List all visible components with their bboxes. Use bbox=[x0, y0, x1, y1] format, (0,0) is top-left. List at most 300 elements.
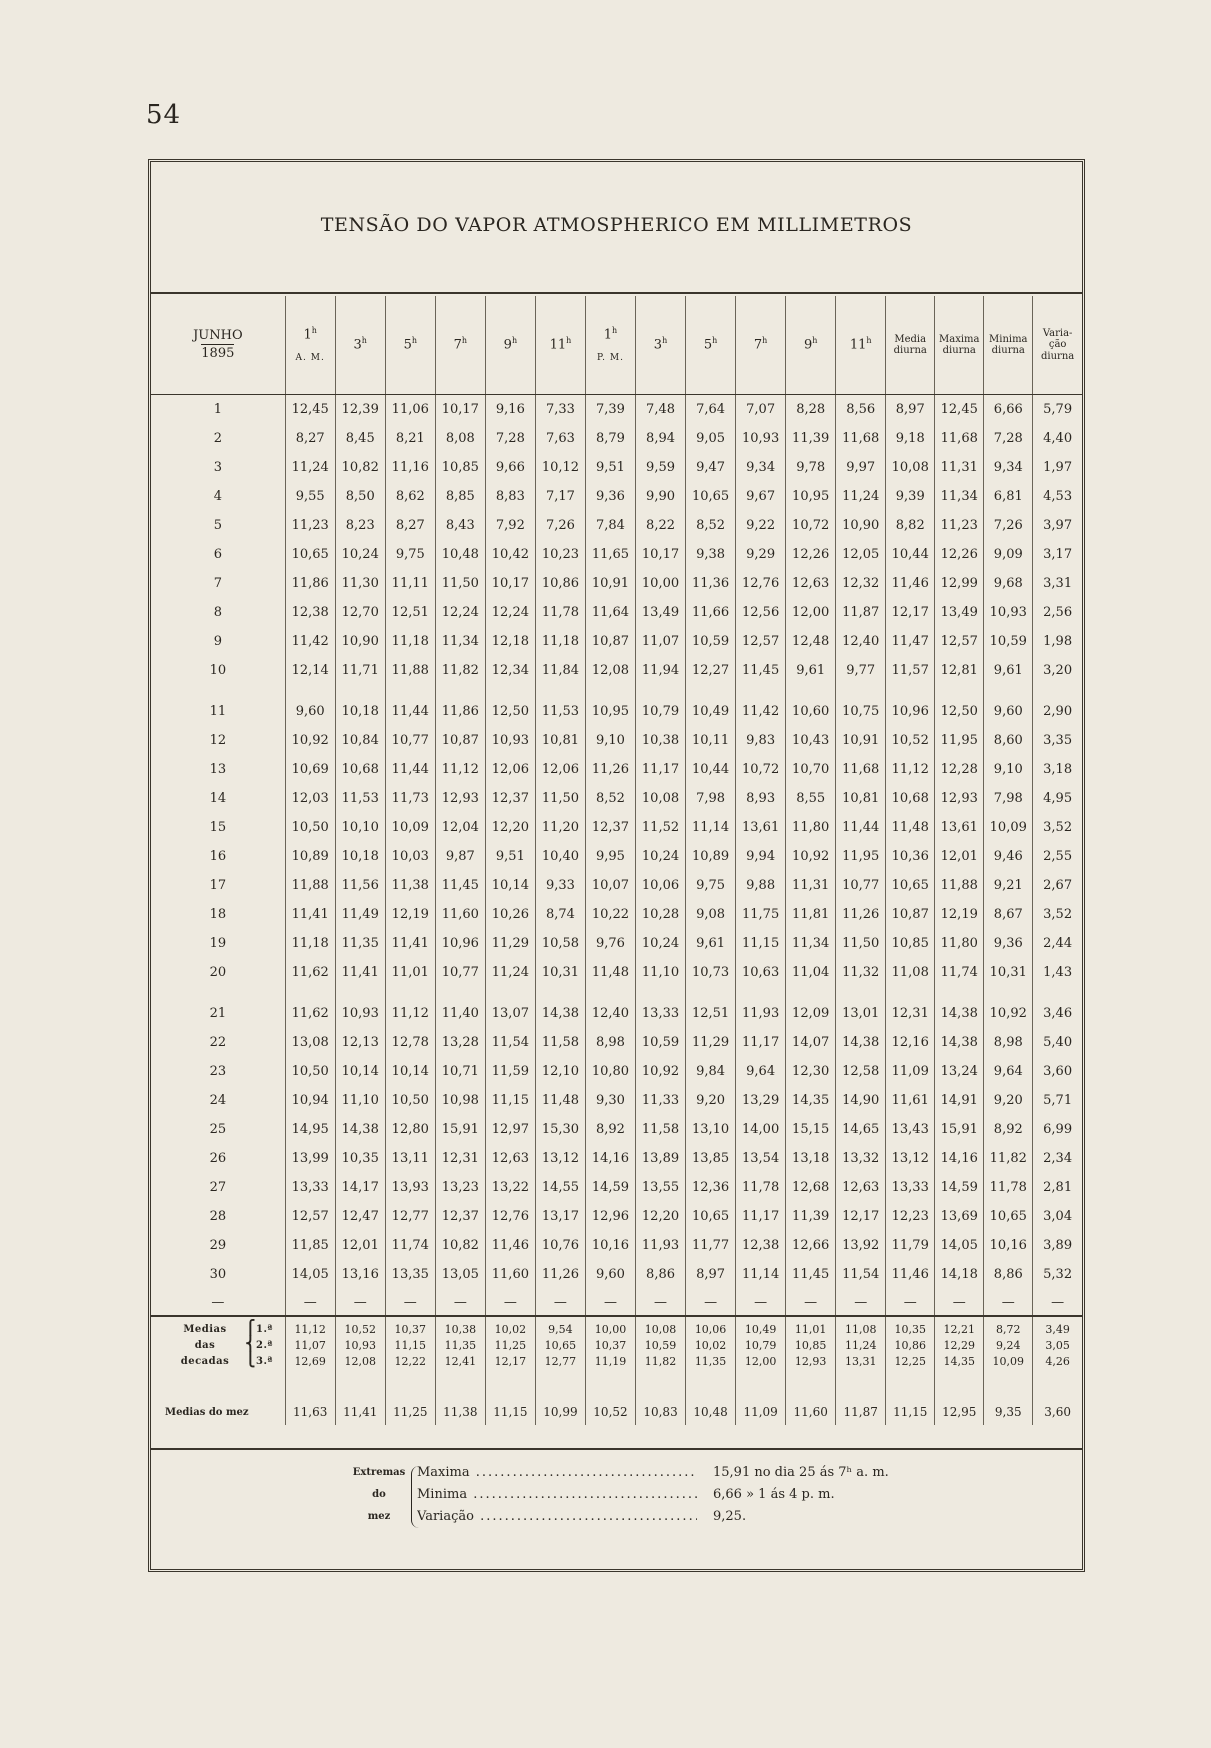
day-number: 15 bbox=[209, 820, 227, 835]
value-cell: 10,03 bbox=[385, 842, 435, 871]
value-cell: 11,48 bbox=[535, 1086, 585, 1115]
hour-header bbox=[585, 296, 635, 395]
value-cell: 11,86 bbox=[435, 697, 485, 726]
dash-cell: — bbox=[211, 1294, 225, 1310]
value-cell: 14,16 bbox=[585, 1144, 635, 1173]
gap-cell bbox=[385, 1369, 435, 1399]
value-cell: 12,40 bbox=[836, 627, 886, 656]
hour-suffix: h bbox=[612, 326, 618, 336]
value-cell: 10,89 bbox=[285, 842, 335, 871]
gap-cell bbox=[686, 1369, 736, 1399]
value-cell: 8,85 bbox=[435, 482, 485, 511]
value-cell: 2,81 bbox=[1033, 1173, 1082, 1202]
extremes-rows bbox=[417, 1462, 1017, 1528]
value-cell: 14,07 bbox=[786, 1028, 836, 1057]
value-cell: 11,36 bbox=[686, 569, 736, 598]
value-cell: 12,32 bbox=[836, 569, 886, 598]
value-cell: 7,28 bbox=[485, 424, 535, 453]
gap-cell bbox=[335, 685, 385, 697]
gap-cell bbox=[984, 987, 1033, 999]
value-cell: 2,67 bbox=[1033, 871, 1082, 900]
value-cell: 10,59 bbox=[984, 627, 1033, 656]
value-cell: 11,88 bbox=[385, 656, 435, 685]
value-cell: 9,64 bbox=[984, 1057, 1033, 1086]
value-cell: 8,82 bbox=[886, 511, 935, 540]
value-cell: 10,06 bbox=[636, 871, 686, 900]
value-cell: 12,66 bbox=[786, 1231, 836, 1260]
value-cell: 14,38 bbox=[335, 1115, 385, 1144]
value-cell: 11,41 bbox=[335, 958, 385, 987]
dash-cell: — bbox=[984, 1289, 1033, 1316]
value-cell: 11,26 bbox=[535, 1260, 585, 1289]
table-row bbox=[151, 813, 1082, 842]
dash-cell: — bbox=[886, 1289, 935, 1316]
value-cell: 10,93 bbox=[485, 726, 535, 755]
value-cell: 10,72 bbox=[736, 755, 786, 784]
value-cell: 5,79 bbox=[1033, 395, 1082, 425]
value-cell: 9,51 bbox=[585, 453, 635, 482]
value-cell: 12,04 bbox=[435, 813, 485, 842]
value-cell: 11,93 bbox=[636, 1231, 686, 1260]
value-cell: 8,98 bbox=[585, 1028, 635, 1057]
value-cell: 12,06 bbox=[485, 755, 535, 784]
stat-header-line: diurna bbox=[991, 345, 1025, 356]
extreme-name: Maxima ..... bbox=[417, 1462, 697, 1484]
value-cell: 12,17 bbox=[886, 598, 935, 627]
value-cell: 12,37 bbox=[485, 784, 535, 813]
gap-cell bbox=[736, 1369, 786, 1399]
value-cell: 9,90 bbox=[636, 482, 686, 511]
value-cell: 8,22 bbox=[636, 511, 686, 540]
value-cell: 12,03 bbox=[285, 784, 335, 813]
value-cell: 10,85 bbox=[435, 453, 485, 482]
value-cell: 10,92 bbox=[636, 1057, 686, 1086]
stat-header-line: diurna bbox=[942, 345, 976, 356]
summary-gap bbox=[151, 1369, 1082, 1399]
value-cell: 8,27 bbox=[385, 511, 435, 540]
value-cell: 12,25 bbox=[886, 1353, 935, 1369]
value-cell: 11,88 bbox=[935, 871, 984, 900]
value-cell: 11,82 bbox=[636, 1353, 686, 1369]
value-cell: 11,26 bbox=[585, 755, 635, 784]
value-cell: 12,22 bbox=[385, 1353, 435, 1369]
value-cell: 10,52 bbox=[585, 1399, 635, 1425]
page-title: TENSÃO DO VAPOR ATMOSPHERICO EM MILLIMETROS bbox=[320, 214, 913, 236]
value-cell: 10,87 bbox=[886, 900, 935, 929]
value-cell: 10,06 bbox=[686, 1321, 736, 1337]
hour-header bbox=[686, 296, 736, 395]
value-cell: 10,09 bbox=[385, 813, 435, 842]
value-cell: 13,12 bbox=[535, 1144, 585, 1173]
value-cell: 10,11 bbox=[686, 726, 736, 755]
hour-header bbox=[836, 296, 886, 395]
decade-number: 2.ª bbox=[256, 1340, 273, 1351]
value-cell: 9,05 bbox=[686, 424, 736, 453]
value-cell: 12,70 bbox=[335, 598, 385, 627]
gap-cell bbox=[485, 987, 535, 999]
value-cell: 13,11 bbox=[385, 1144, 435, 1173]
value-cell: 13,49 bbox=[636, 598, 686, 627]
gap-cell bbox=[585, 987, 635, 999]
value-cell: 8,23 bbox=[335, 511, 385, 540]
value-cell: 8,92 bbox=[984, 1115, 1033, 1144]
value-cell: 12,81 bbox=[935, 656, 984, 685]
value-cell: 12,96 bbox=[585, 1202, 635, 1231]
value-cell: 11,14 bbox=[736, 1260, 786, 1289]
value-cell: 10,93 bbox=[736, 424, 786, 453]
hour-header bbox=[736, 296, 786, 395]
value-cell: 13,33 bbox=[636, 999, 686, 1028]
value-cell: 8,45 bbox=[335, 424, 385, 453]
value-cell: 11,60 bbox=[786, 1399, 836, 1425]
day-number: 30 bbox=[209, 1267, 227, 1282]
value-cell: 9,84 bbox=[686, 1057, 736, 1086]
value-cell: 13,05 bbox=[435, 1260, 485, 1289]
value-cell: 11,87 bbox=[836, 598, 886, 627]
table-row bbox=[151, 1028, 1082, 1057]
value-cell: 11,20 bbox=[535, 813, 585, 842]
value-cell: 12,36 bbox=[686, 1173, 736, 1202]
value-cell: 9,36 bbox=[984, 929, 1033, 958]
value-cell: 13,22 bbox=[485, 1173, 535, 1202]
gap-cell bbox=[935, 685, 984, 697]
value-cell: 12,26 bbox=[935, 540, 984, 569]
value-cell: 10,65 bbox=[535, 1337, 585, 1353]
value-cell: 11,53 bbox=[335, 784, 385, 813]
gap-cell bbox=[151, 1369, 285, 1399]
table-row bbox=[151, 424, 1082, 453]
value-cell: 11,47 bbox=[886, 627, 935, 656]
value-cell: 5,40 bbox=[1033, 1028, 1082, 1057]
value-cell: 11,08 bbox=[886, 958, 935, 987]
hour-suffix: h bbox=[311, 326, 317, 336]
value-cell: 10,81 bbox=[836, 784, 886, 813]
value-cell: 11,46 bbox=[886, 1260, 935, 1289]
value-cell: 12,45 bbox=[285, 395, 335, 425]
value-cell: 11,50 bbox=[836, 929, 886, 958]
gap-cell bbox=[285, 987, 335, 999]
day-number: 14 bbox=[209, 791, 227, 806]
value-cell: 10,65 bbox=[285, 540, 335, 569]
value-cell: 10,49 bbox=[736, 1321, 786, 1337]
table-row bbox=[151, 627, 1082, 656]
gap-cell bbox=[151, 685, 285, 697]
decade-brace-icon: ⎨ bbox=[245, 1336, 256, 1352]
value-cell: 11,15 bbox=[385, 1337, 435, 1353]
value-cell: 10,71 bbox=[435, 1057, 485, 1086]
value-cell: 11,17 bbox=[736, 1202, 786, 1231]
value-cell: 9,54 bbox=[535, 1321, 585, 1337]
value-cell: 11,18 bbox=[535, 627, 585, 656]
value-cell: 14,59 bbox=[585, 1173, 635, 1202]
value-cell: 10,31 bbox=[535, 958, 585, 987]
value-cell: 11,58 bbox=[535, 1028, 585, 1057]
value-cell: 12,06 bbox=[535, 755, 585, 784]
stat-header-line: Media bbox=[894, 333, 927, 345]
month-header bbox=[151, 296, 285, 395]
value-cell: 10,38 bbox=[636, 726, 686, 755]
gap-cell bbox=[984, 685, 1033, 697]
table-row bbox=[151, 958, 1082, 987]
value-cell: 8,62 bbox=[385, 482, 435, 511]
value-cell: 3,52 bbox=[1033, 813, 1082, 842]
gap-cell bbox=[786, 1369, 836, 1399]
gap-cell bbox=[585, 685, 635, 697]
value-cell: 11,34 bbox=[935, 482, 984, 511]
value-cell: 3,18 bbox=[1033, 755, 1082, 784]
value-cell: 10,76 bbox=[535, 1231, 585, 1260]
value-cell: 10,24 bbox=[636, 929, 686, 958]
value-cell: 8,92 bbox=[585, 1115, 635, 1144]
value-cell: 10,99 bbox=[535, 1399, 585, 1425]
value-cell: 11,48 bbox=[585, 958, 635, 987]
value-cell: 12,17 bbox=[836, 1202, 886, 1231]
value-cell: 9,60 bbox=[984, 697, 1033, 726]
day-number: 22 bbox=[209, 1035, 227, 1050]
day-number: 10 bbox=[209, 663, 227, 678]
hour-number: 9 bbox=[503, 337, 512, 353]
value-cell: 12,31 bbox=[886, 999, 935, 1028]
value-cell: 7,92 bbox=[485, 511, 535, 540]
value-cell: 14,38 bbox=[836, 1028, 886, 1057]
day-number: 20 bbox=[209, 965, 227, 980]
value-cell: 10,17 bbox=[435, 395, 485, 425]
value-cell: 10,36 bbox=[886, 842, 935, 871]
value-cell: 12,37 bbox=[435, 1202, 485, 1231]
value-cell: 13,29 bbox=[736, 1086, 786, 1115]
value-cell: 12,56 bbox=[736, 598, 786, 627]
hour-header bbox=[285, 296, 335, 395]
value-cell: 10,31 bbox=[984, 958, 1033, 987]
value-cell: 9,21 bbox=[984, 871, 1033, 900]
value-cell: 11,15 bbox=[485, 1086, 535, 1115]
value-cell: 11,49 bbox=[335, 900, 385, 929]
gap-cell bbox=[535, 1369, 585, 1399]
value-cell: 9,95 bbox=[585, 842, 635, 871]
table-row bbox=[151, 453, 1082, 482]
hour-suffix: h bbox=[461, 336, 468, 346]
value-cell: 11,94 bbox=[636, 656, 686, 685]
decade-number: 3.ª bbox=[256, 1356, 273, 1367]
value-cell: 13,31 bbox=[836, 1353, 886, 1369]
table-row bbox=[151, 540, 1082, 569]
value-cell: 12,97 bbox=[485, 1115, 535, 1144]
month-mean-row bbox=[151, 1399, 1082, 1425]
stat-header bbox=[984, 296, 1033, 395]
value-cell: 13,89 bbox=[636, 1144, 686, 1173]
value-cell: 11,57 bbox=[886, 656, 935, 685]
value-cell: 3,31 bbox=[1033, 569, 1082, 598]
table-row bbox=[151, 900, 1082, 929]
gap-cell bbox=[485, 1369, 535, 1399]
value-cell: 14,05 bbox=[935, 1231, 984, 1260]
table-row bbox=[151, 598, 1082, 627]
gap-cell bbox=[435, 987, 485, 999]
value-cell: 10,93 bbox=[335, 1337, 385, 1353]
value-cell: 11,61 bbox=[886, 1086, 935, 1115]
value-cell: 10,00 bbox=[636, 569, 686, 598]
gap-cell bbox=[686, 987, 736, 999]
value-cell: 12,26 bbox=[786, 540, 836, 569]
value-cell: 11,54 bbox=[485, 1028, 535, 1057]
day-number: 25 bbox=[209, 1122, 227, 1137]
value-cell: 12,57 bbox=[285, 1202, 335, 1231]
value-cell: 10,92 bbox=[786, 842, 836, 871]
value-cell: 12,63 bbox=[836, 1173, 886, 1202]
value-cell: 11,95 bbox=[935, 726, 984, 755]
day-number: 5 bbox=[213, 518, 222, 533]
value-cell: 12,57 bbox=[736, 627, 786, 656]
dash-cell: — bbox=[385, 1289, 435, 1316]
value-cell: 11,06 bbox=[385, 395, 435, 425]
value-cell: 12,41 bbox=[435, 1353, 485, 1369]
day-number: 23 bbox=[209, 1064, 227, 1079]
value-cell: 11,23 bbox=[285, 511, 335, 540]
gap-cell bbox=[886, 685, 935, 697]
value-cell: 12,01 bbox=[935, 842, 984, 871]
stat-header-line: Varia- bbox=[1042, 327, 1073, 339]
value-cell: 10,90 bbox=[836, 511, 886, 540]
value-cell: 9,75 bbox=[385, 540, 435, 569]
value-cell: 10,68 bbox=[335, 755, 385, 784]
value-cell: 12,63 bbox=[485, 1144, 535, 1173]
value-cell: 10,50 bbox=[285, 1057, 335, 1086]
value-cell: 13,33 bbox=[285, 1173, 335, 1202]
value-cell: 10,50 bbox=[285, 813, 335, 842]
value-cell: 2,34 bbox=[1033, 1144, 1082, 1173]
value-cell: 12,45 bbox=[935, 395, 984, 425]
value-cell: 12,69 bbox=[285, 1353, 335, 1369]
hour-suffix: h bbox=[812, 336, 818, 346]
value-cell: 9,75 bbox=[686, 871, 736, 900]
decade-gap bbox=[151, 685, 1082, 697]
value-cell: 11,75 bbox=[736, 900, 786, 929]
value-cell: 12,21 bbox=[935, 1321, 984, 1337]
value-cell: 13,01 bbox=[836, 999, 886, 1028]
value-cell: 8,97 bbox=[686, 1260, 736, 1289]
value-cell: 11,26 bbox=[836, 900, 886, 929]
value-cell: 11,07 bbox=[285, 1337, 335, 1353]
value-cell: 11,29 bbox=[686, 1028, 736, 1057]
value-cell: 13,33 bbox=[886, 1173, 935, 1202]
value-cell: 12,01 bbox=[335, 1231, 385, 1260]
month-mean-label: Medias do mez bbox=[165, 1406, 249, 1418]
extreme-value: 9,25. bbox=[713, 1509, 747, 1524]
value-cell: 9,30 bbox=[585, 1086, 635, 1115]
value-cell: 11,39 bbox=[786, 424, 836, 453]
value-cell: 10,08 bbox=[636, 784, 686, 813]
stat-header bbox=[935, 296, 984, 395]
hour-header bbox=[535, 296, 585, 395]
value-cell: 9,83 bbox=[736, 726, 786, 755]
value-cell: 10,79 bbox=[636, 697, 686, 726]
value-cell: 10,95 bbox=[786, 482, 836, 511]
value-cell: 14,65 bbox=[836, 1115, 886, 1144]
dash-cell: — bbox=[585, 1289, 635, 1316]
value-cell: 11,52 bbox=[636, 813, 686, 842]
value-cell: 13,23 bbox=[435, 1173, 485, 1202]
value-cell: 11,23 bbox=[935, 511, 984, 540]
value-cell: 8,43 bbox=[435, 511, 485, 540]
value-cell: 12,37 bbox=[585, 813, 635, 842]
value-cell: 13,61 bbox=[736, 813, 786, 842]
value-cell: 9,20 bbox=[984, 1086, 1033, 1115]
value-cell: 8,21 bbox=[385, 424, 435, 453]
value-cell: 12,78 bbox=[385, 1028, 435, 1057]
value-cell: 11,45 bbox=[435, 871, 485, 900]
value-cell: 9,22 bbox=[736, 511, 786, 540]
value-cell: 10,83 bbox=[636, 1399, 686, 1425]
value-cell: 11,12 bbox=[285, 1321, 335, 1337]
value-cell: 12,58 bbox=[836, 1057, 886, 1086]
value-cell: 11,78 bbox=[736, 1173, 786, 1202]
table-row bbox=[151, 755, 1082, 784]
value-cell: 11,88 bbox=[285, 871, 335, 900]
value-cell: 11,16 bbox=[385, 453, 435, 482]
value-cell: 3,20 bbox=[1033, 656, 1082, 685]
value-cell: 10,65 bbox=[984, 1202, 1033, 1231]
value-cell: 9,68 bbox=[984, 569, 1033, 598]
value-cell: 10,69 bbox=[285, 755, 335, 784]
decade-number: 1.ª bbox=[256, 1324, 273, 1335]
value-cell: 10,52 bbox=[335, 1321, 385, 1337]
value-cell: 9,24 bbox=[984, 1337, 1033, 1353]
value-cell: 8,56 bbox=[836, 395, 886, 425]
value-cell: 11,35 bbox=[335, 929, 385, 958]
value-cell: 11,41 bbox=[385, 929, 435, 958]
value-cell: 10,68 bbox=[886, 784, 935, 813]
value-cell: 7,98 bbox=[686, 784, 736, 813]
value-cell: 11,12 bbox=[435, 755, 485, 784]
value-cell: 10,09 bbox=[984, 813, 1033, 842]
value-cell: 11,74 bbox=[385, 1231, 435, 1260]
value-cell: 11,79 bbox=[886, 1231, 935, 1260]
value-cell: 11,60 bbox=[435, 900, 485, 929]
gap-cell bbox=[836, 1369, 886, 1399]
value-cell: 14,59 bbox=[935, 1173, 984, 1202]
value-cell: 8,97 bbox=[886, 395, 935, 425]
month-label: JUNHO bbox=[193, 327, 243, 343]
value-cell: 11,44 bbox=[385, 755, 435, 784]
value-cell: 3,97 bbox=[1033, 511, 1082, 540]
value-cell: 9,60 bbox=[585, 1260, 635, 1289]
value-cell: 12,31 bbox=[435, 1144, 485, 1173]
gap-cell bbox=[1033, 1369, 1082, 1399]
value-cell: 11,41 bbox=[285, 900, 335, 929]
dash-cell: — bbox=[736, 1289, 786, 1316]
hour-suffix: h bbox=[411, 336, 417, 346]
value-cell: 11,18 bbox=[285, 929, 335, 958]
table-row bbox=[151, 395, 1082, 425]
value-cell: 3,35 bbox=[1033, 726, 1082, 755]
dash-cell: — bbox=[935, 1289, 984, 1316]
day-number: 4 bbox=[213, 489, 222, 504]
value-cell: 12,47 bbox=[335, 1202, 385, 1231]
gap-cell bbox=[535, 987, 585, 999]
value-cell: 10,16 bbox=[585, 1231, 635, 1260]
value-cell: 10,50 bbox=[385, 1086, 435, 1115]
value-cell: 10,98 bbox=[435, 1086, 485, 1115]
value-cell: 10,81 bbox=[535, 726, 585, 755]
extreme-maxima bbox=[417, 1462, 1017, 1484]
day-number: 1 bbox=[213, 402, 222, 417]
value-cell: 10,86 bbox=[535, 569, 585, 598]
gap-cell bbox=[335, 987, 385, 999]
value-cell: 10,07 bbox=[585, 871, 635, 900]
value-cell: 7,84 bbox=[585, 511, 635, 540]
value-cell: 13,10 bbox=[686, 1115, 736, 1144]
value-cell: 12,93 bbox=[786, 1353, 836, 1369]
